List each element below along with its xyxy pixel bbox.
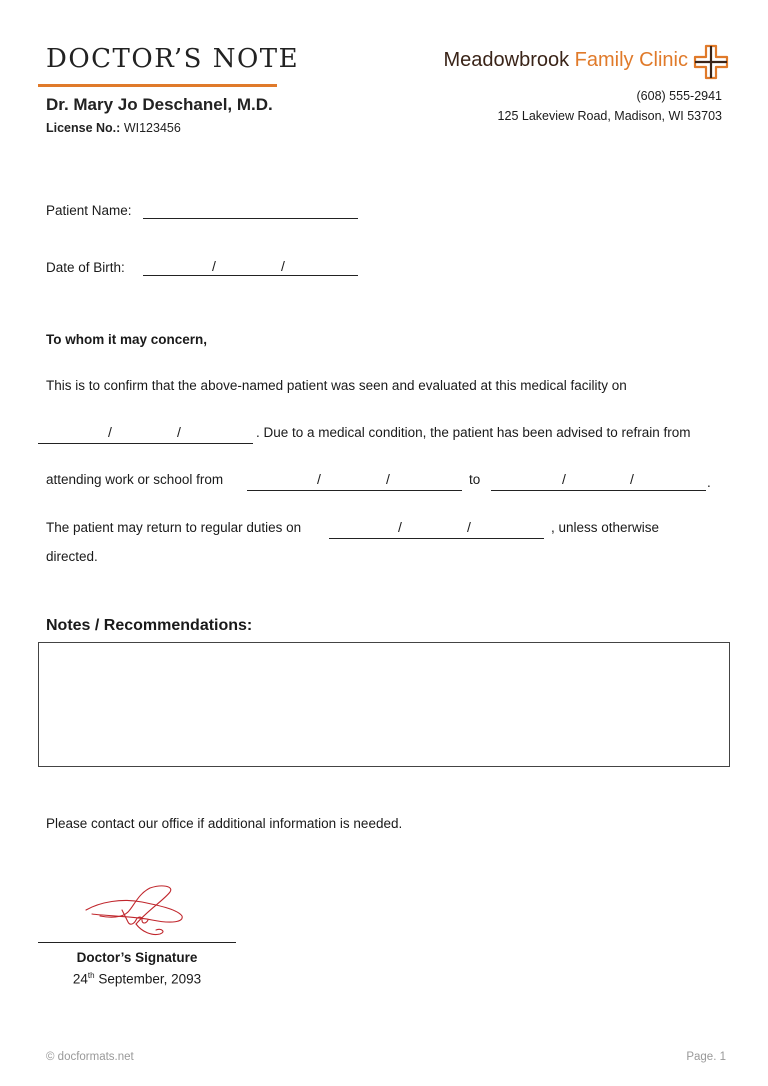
date-separator: / (562, 471, 566, 487)
body-line-5: directed. (46, 549, 98, 564)
signature-date-rest: September, 2093 (98, 971, 202, 987)
clinic-name-part2: Family Clinic (574, 49, 688, 71)
page-title: DOCTOR’S NOTE (46, 44, 300, 74)
return-date-field[interactable] (329, 538, 544, 539)
body-line-1: This is to confirm that the above-named patient was seen and evaluated at this medical facility on (46, 378, 627, 393)
date-separator: / (398, 519, 402, 535)
footer-source: © docformats.net (46, 1051, 134, 1063)
date-separator: / (281, 258, 285, 274)
footer-page-number: Page. 1 (686, 1051, 726, 1063)
signature-label: Doctor’s Signature (76, 950, 198, 965)
visit-date-field[interactable] (38, 443, 253, 444)
license-number (46, 121, 181, 135)
clinic-name-part1: Meadowbrook (443, 49, 570, 71)
patient-name-field[interactable] (143, 218, 358, 219)
body-line-3-end: . (707, 475, 711, 490)
body-line-2: . Due to a medical condition, the patient has been advised to refrain from (256, 425, 691, 440)
signature-date-suffix: th (87, 971, 95, 980)
signature-date-day: 24 (72, 971, 88, 987)
body-line-3-start: attending work or school from (46, 472, 224, 487)
signature-image (82, 880, 192, 942)
clinic-address: 125 Lakeview Road, Madison, WI 53703 (497, 109, 722, 123)
date-separator: / (108, 424, 112, 440)
dob-field[interactable] (143, 275, 358, 276)
body-line-4-end: , unless otherwise (551, 520, 660, 535)
doctor-name: Dr. Mary Jo Deschanel, M.D. (46, 95, 273, 114)
date-separator: / (177, 424, 181, 440)
license-label: License No.: (46, 121, 121, 135)
body-line-4-start: The patient may return to regular duties on (46, 520, 302, 535)
date-separator: / (317, 471, 321, 487)
license-value: WI123456 (123, 121, 181, 135)
date-separator: / (467, 519, 471, 535)
absence-end-date-field[interactable] (491, 490, 706, 491)
signature-line (38, 942, 236, 943)
salutation: To whom it may concern, (46, 332, 208, 347)
notes-textarea[interactable] (38, 642, 730, 767)
patient-name-label: Patient Name: (46, 203, 132, 218)
clinic-name (443, 49, 688, 72)
absence-start-date-field[interactable] (247, 490, 462, 491)
date-separator: / (212, 258, 216, 274)
date-separator: / (386, 471, 390, 487)
notes-heading: Notes / Recommendations: (46, 617, 253, 634)
closing-text: Please contact our office if additional information is needed. (46, 816, 403, 831)
dob-label: Date of Birth: (46, 260, 125, 275)
title-underline (38, 84, 277, 87)
clinic-phone: (608) 555-2941 (636, 89, 722, 103)
signature-date (38, 971, 236, 987)
date-separator: / (630, 471, 634, 487)
body-line-3-to: to (469, 472, 481, 487)
medical-cross-icon (692, 43, 730, 81)
